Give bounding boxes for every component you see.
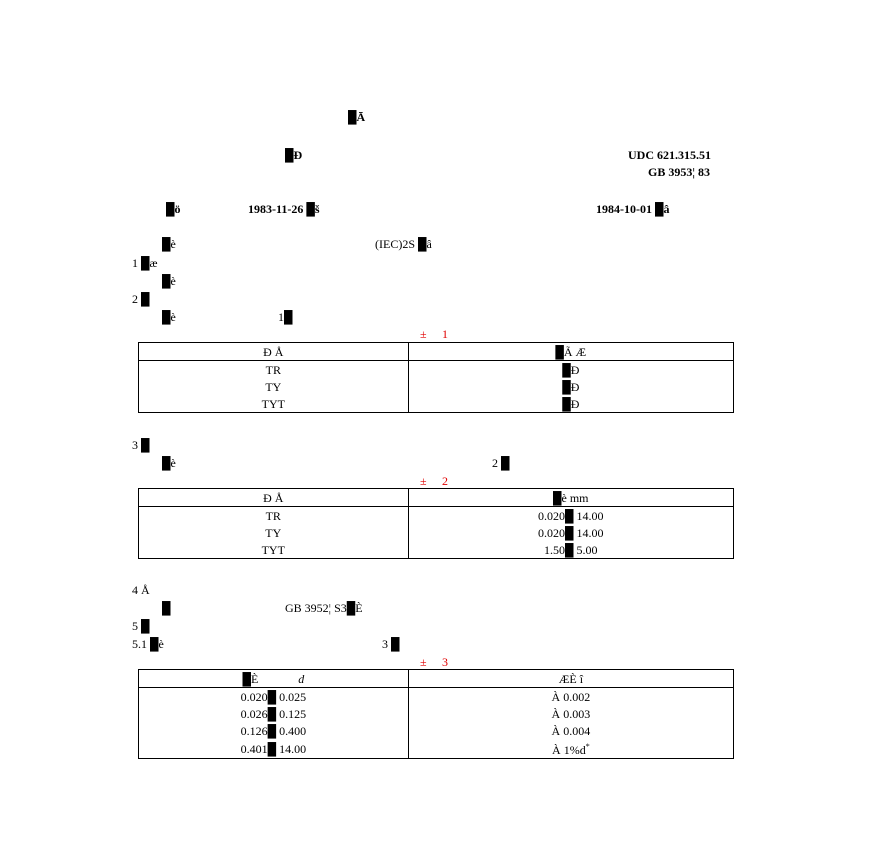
section-4-text-b: GB 3952¦ S3█È: [285, 601, 363, 615]
section-3-text-a: █è: [162, 456, 176, 470]
section-5-1-text-a: 5.1 █è: [132, 637, 164, 651]
section-5-heading: 5 █: [132, 619, 150, 633]
table-cell: À 0.004: [408, 722, 733, 739]
table-3: [138, 669, 734, 759]
implementation-date: 1984-10-01 █â: [596, 202, 670, 216]
table-header-cell: [139, 670, 409, 688]
section-3-text-b: 2 █: [492, 456, 510, 470]
footnote-marker: *: [585, 742, 590, 751]
table-row: [139, 541, 734, 559]
table-2-caption-b: 2: [442, 474, 448, 488]
table-1-caption-b: 1: [442, 327, 448, 341]
table-cell: 1.50█ 5.00: [408, 541, 733, 559]
section-4-heading: 4 Å: [132, 583, 150, 597]
udc-number: UDC 621.315.51: [628, 148, 711, 162]
section-3-heading: 3 █: [132, 438, 150, 452]
table-cell: █Ð: [408, 378, 733, 395]
table-cell: [408, 739, 733, 759]
table-cell: À 0.003: [408, 705, 733, 722]
intro-line-b: (IEC)2S █â: [375, 237, 432, 251]
table-header-row: [139, 670, 734, 688]
table-2: [138, 488, 734, 559]
diameter-header-label: █È: [242, 671, 259, 686]
table-cell: 0.026█ 0.125: [139, 705, 409, 722]
table-1-caption-a: ±: [420, 327, 427, 341]
table-header-cell: █è mm: [408, 489, 733, 507]
table-cell: 0.020█ 14.00: [408, 524, 733, 541]
section-1-heading: 1 █æ: [132, 256, 158, 270]
section-2-heading: 2 █: [132, 292, 150, 306]
issue-mark: █ö: [166, 202, 181, 216]
table-header-cell: █Ã Æ: [408, 343, 733, 361]
table-header-cell: Ð Å: [139, 343, 409, 361]
table-header-row: [139, 343, 734, 361]
tolerance-value: À 1%d: [552, 743, 586, 757]
table-row: [139, 739, 734, 759]
table-3-caption-b: 3: [442, 655, 448, 669]
table-row: [139, 378, 734, 395]
table-1: [138, 342, 734, 413]
table-row: [139, 395, 734, 413]
table-header-row: [139, 489, 734, 507]
top-mark: █Ā: [348, 110, 366, 124]
diameter-symbol: d: [298, 671, 305, 686]
table-row: [139, 688, 734, 706]
table-row: [139, 722, 734, 739]
table-cell: TR: [139, 361, 409, 379]
section-4-text-a: █: [162, 601, 171, 615]
table-cell: 0.020█ 0.025: [139, 688, 409, 706]
table-3-caption-a: ±: [420, 655, 427, 669]
table-row: [139, 361, 734, 379]
table-cell: TY: [139, 378, 409, 395]
section-2-text-a: █è: [162, 310, 176, 324]
table-cell: 0.126█ 0.400: [139, 722, 409, 739]
table-cell: █Ð: [408, 361, 733, 379]
table-cell: TY: [139, 524, 409, 541]
table-cell: TR: [139, 507, 409, 525]
table-row: [139, 507, 734, 525]
table-cell: À 0.002: [408, 688, 733, 706]
table-cell: TYT: [139, 541, 409, 559]
table-cell: █Ð: [408, 395, 733, 413]
section-1-text: █è: [162, 274, 176, 288]
table-header-cell: ÆÈ î: [408, 670, 733, 688]
issue-date: 1983-11-26 █š: [248, 202, 320, 216]
table-row: [139, 524, 734, 541]
section-5-1-text-b: 3 █: [382, 637, 400, 651]
standard-mark: █Ð: [285, 148, 303, 162]
intro-line-a: █è: [162, 237, 176, 251]
section-2-text-b: 1█: [278, 310, 293, 324]
table-header-cell: Ð Å: [139, 489, 409, 507]
gb-number: GB 3953¦ 83: [648, 165, 710, 179]
table-cell: 0.020█ 14.00: [408, 507, 733, 525]
table-cell: 0.401█ 14.00: [139, 739, 409, 759]
table-row: [139, 705, 734, 722]
table-cell: TYT: [139, 395, 409, 413]
table-2-caption-a: ±: [420, 474, 427, 488]
